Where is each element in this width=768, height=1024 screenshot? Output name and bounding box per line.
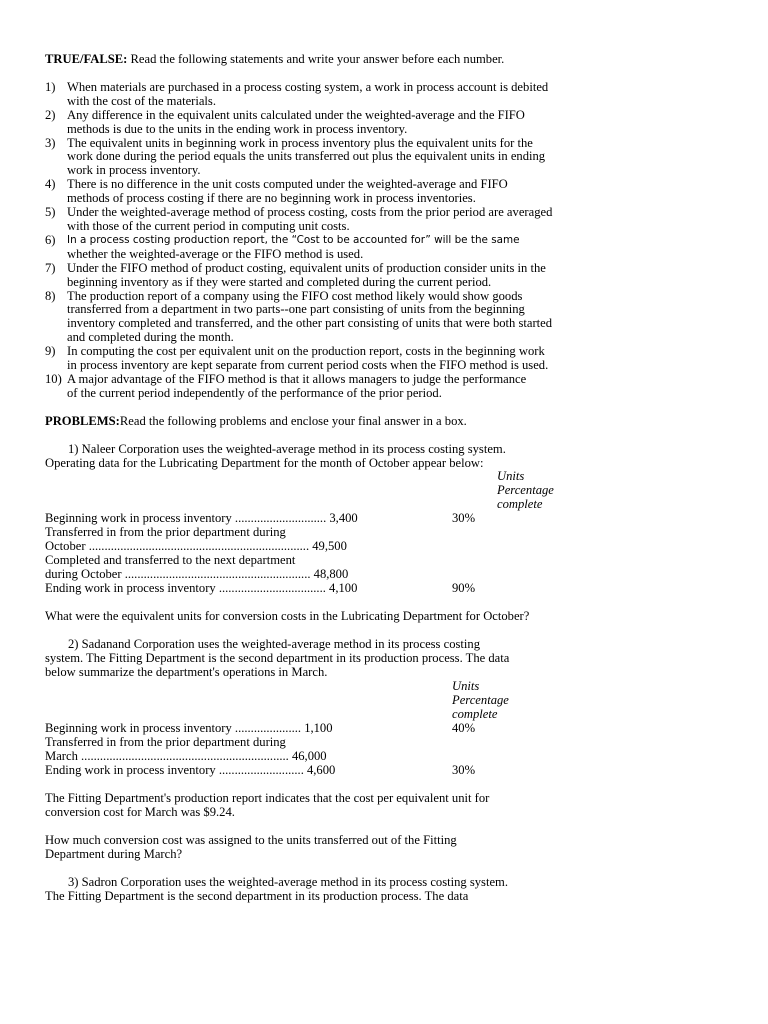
table-row: March .................................................................. 46,000 xyxy=(45,749,327,764)
tf-item-10: 10) A major advantage of the FIFO method is that it allows managers to judge the performance of the current period independently of the performance of the prior period. xyxy=(45,371,527,400)
problem-2-statement: The Fitting Department's production report indicates that the cost per equivalent unit for conversion cost for March was $9.24. xyxy=(45,791,490,819)
tf-item-3: 3) The equivalent units in beginning work in process inventory plus the equivalent units for the work done during the period equals the units transferred out plus the equivalent units in ending work in process inventory. xyxy=(45,135,546,178)
table-row: Beginning work in process inventory ..................... 1,100 40% xyxy=(45,721,476,736)
table-row: Beginning work in process inventory ............................. 3,400 30% xyxy=(45,511,476,526)
true-false-list xyxy=(45,81,725,401)
true-false-instructions: TRUE/FALSE: Read the following statements and write your answer before each number. xyxy=(45,52,505,66)
tf-item-9: 9) In computing the cost per equivalent unit on the production report, costs in the beginning work in process inventory are kept separate from current period costs when the FIFO method is used. xyxy=(45,344,549,373)
problem-2-column-header: Units Percentage complete xyxy=(452,679,509,722)
tf-item-6: 6) In a process costing production report, the “Cost to be accounted for” will be the same whether the weighted-average or the FIFO method is used. xyxy=(45,232,520,261)
table-row: Ending work in process inventory .................................. 4,100 90% xyxy=(45,581,476,596)
table-row: Transferred in from the prior department during xyxy=(45,735,286,750)
problem-1-column-header: Units Percentage complete xyxy=(497,469,554,512)
tf-item-5: 5) Under the weighted-average method of process costing, costs from the prior period are averaged with those of the current period in computing unit costs. xyxy=(45,205,553,233)
problem-1 xyxy=(45,443,725,625)
tf-item-1: 1) When materials are purchased in a process costing system, a work in process account is debited with the cost of the materials. xyxy=(45,79,549,108)
table-row: Transferred in from the prior department during xyxy=(45,525,286,540)
table-row: October ...................................................................... 49,500 xyxy=(45,539,347,554)
problem-2-question: How much conversion cost was assigned to the units transferred out of the Fitting Department during March? xyxy=(45,832,457,861)
problem-1-intro: 1) Naleer Corporation uses the weighted-average method in its process costing system. Operating data for the Lubricating Department for the month of October appear below: xyxy=(45,441,506,470)
problem-2 xyxy=(45,638,725,861)
table-row: Ending work in process inventory ........................... 4,600 30% xyxy=(45,763,476,778)
tf-item-2: 2) Any difference in the equivalent units calculated under the weighted-average and the FIFO methods is due to the units in the ending work in process inventory. xyxy=(45,107,525,136)
tf-item-4: 4) There is no difference in the unit costs computed under the weighted-average and FIFO methods of process costing if there are no beginning work in process inventories. xyxy=(45,177,508,206)
table-row: during October ........................................................... 48,800 xyxy=(45,567,349,582)
problem-3-intro: 3) Sadron Corporation uses the weighted-average method in its process costing system. The Fitting Department is the second department in its production process. The data xyxy=(45,874,508,903)
true-false-heading: TRUE/FALSE: xyxy=(45,52,128,66)
problems-heading: PROBLEMS: xyxy=(45,413,120,428)
table-row: Completed and transferred to the next department xyxy=(45,553,296,568)
tf-item-7: 7) Under the FIFO method of product costing, equivalent units of production consider units in the beginning inventory as if they were started and completed during the current period. xyxy=(45,260,546,289)
problem-2-intro: 2) Sadanand Corporation uses the weighted-average method in its process costing system. The Fitting Department is the second department in its production process. The data below summarize the department's operations in March. xyxy=(45,637,510,680)
document-page xyxy=(45,53,725,918)
problem-3 xyxy=(45,876,725,904)
problem-1-question: What were the equivalent units for conversion costs in the Lubricating Department for October? xyxy=(45,609,530,624)
problems-instructions: PROBLEMS:Read the following problems and enclose your final answer in a box. xyxy=(45,413,467,428)
tf-item-8: 8) The production report of a company using the FIFO cost method likely would show goods transferred from a department in two parts--one part consisting of units from the beginning inventory completed and transferred, and the other part consisting of units that were both started and completed during the month. xyxy=(45,288,553,345)
